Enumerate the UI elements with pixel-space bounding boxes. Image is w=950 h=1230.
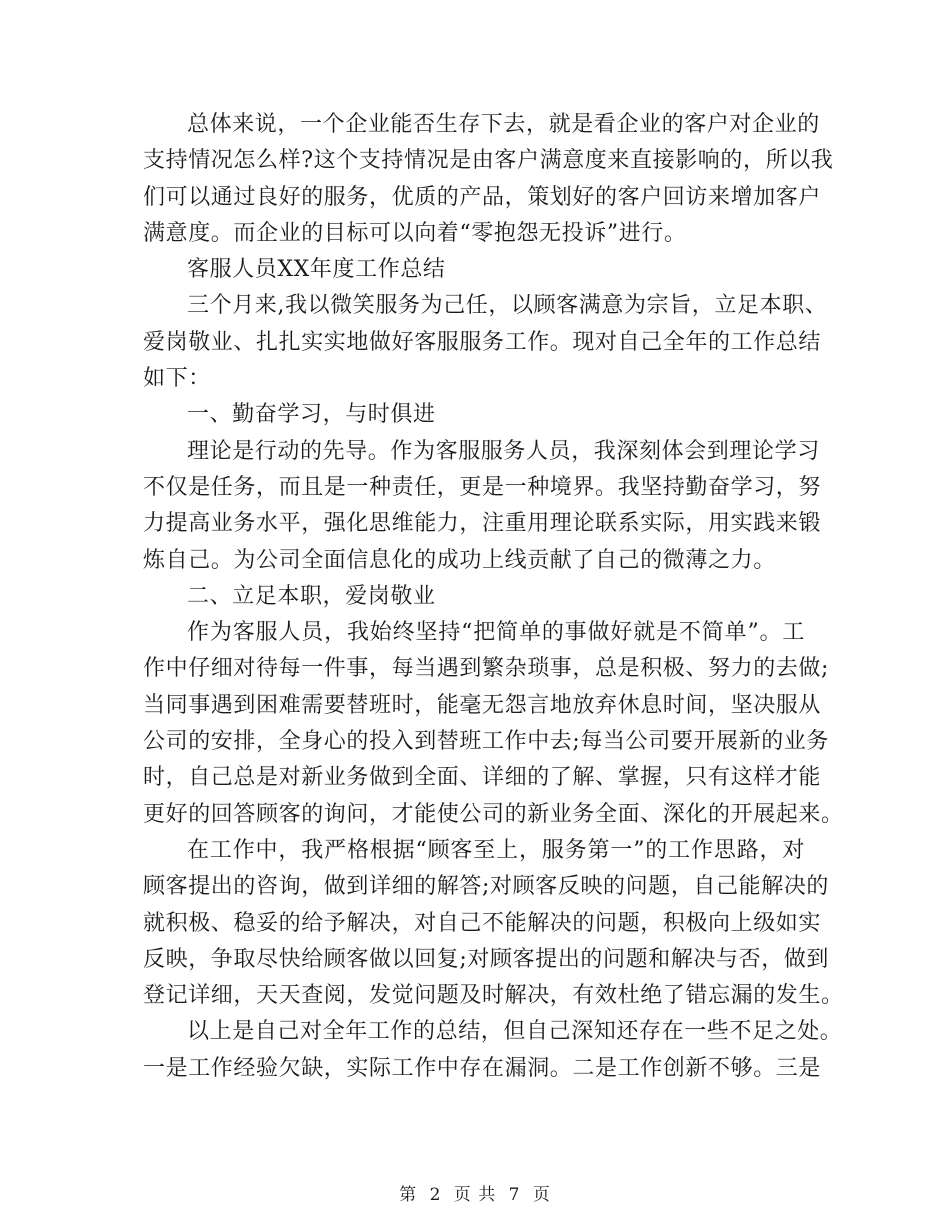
text-line: 作为客服人员，我始终坚持“把简单的事做好就是不简单”。工 [187,620,805,646]
text-line: 理论是行动的先导。作为客服服务人员，我深刻体会到理论学习 [187,438,820,464]
text-line: 一、勤奋学习，与时俱进 [187,402,436,428]
text-line: 支持情况怎么样?这个支持情况是由客户满意度来直接影响的，所以我 [143,148,834,174]
page-footer [0,1180,950,1205]
text-line: 更好的回答顾客的询问，才能使公司的新业务全面、深化的开展起来。 [143,801,844,827]
text-line: 公司的安排，全身心的投入到替班工作中去;每当公司要开展新的业务 [143,729,830,755]
text-line: 顾客提出的咨询，做到详细的解答;对顾客反映的问题，自己能解决的 [143,874,830,900]
text-line: 当同事遇到困难需要替班时，能毫无怨言地放弃休息时间，坚决服从 [143,692,822,718]
text-line: 就积极、稳妥的给予解决，对自己不能解决的问题，积极向上级如实 [143,910,822,936]
text-line: 反映，争取尽快给顾客做以回复;对顾客提出的问题和解决与否，做到 [143,946,830,972]
text-line: 们可以通过良好的服务，优质的产品，策划好的客户回访来增加客户 [143,184,822,210]
text-line: 炼自己。为公司全面信息化的成功上线贡献了自己的微薄之力。 [143,547,776,573]
footer-current-page: 2 [429,1185,442,1205]
text-line: 总体来说，一个企业能否生存下去，就是看企业的客户对企业的 [187,112,820,137]
text-line: 三个月来,我以微笑服务为己任，以顾客满意为宗旨，立足本职、 [187,293,828,319]
text-line: 作中仔细对待每一件事，每当遇到繁杂琐事，总是积极、努力的去做; [143,656,830,682]
text-line: 一是工作经验欠缺，实际工作中存在漏洞。二是工作创新不够。三是 [143,1055,822,1081]
text-line: 登记详细，天天查阅，发觉问题及时解决，有效杜绝了错忘漏的发生。 [143,983,844,1009]
text-line: 不仅是任务，而且是一种责任，更是一种境界。我坚持勤奋学习，努 [143,474,822,500]
footer-prefix: 第 [399,1185,418,1205]
text-line: 以上是自己对全年工作的总结，但自己深知还存在一些不足之处。 [187,1019,843,1045]
text-line: 时，自己总是对新业务做到全面、详细的了解、掌握，只有这样才能 [143,765,822,791]
text-line: 二、立足本职，爱岗敬业 [187,583,436,609]
text-line: 客服人员XX年度工作总结 [187,257,446,283]
text-line: 满意度。而企业的目标可以向着“零抱怨无投诉”进行。 [143,220,687,246]
text-line: 如下： [143,366,211,392]
text-line: 在工作中，我严格根据“顾客至上，服务第一”的工作思路，对 [187,837,805,863]
footer-suffix: 页 [532,1185,551,1205]
document-body [143,107,844,1087]
text-line: 爱岗敬业、扎扎实实地做好客服服务工作。现对自己全年的工作总结 [143,329,822,355]
text-line: 力提高业务水平，强化思维能力，注重用理论联系实际，用实践来锻 [143,511,822,537]
footer-total-pages: 7 [508,1185,521,1205]
footer-middle: 页 共 [453,1185,497,1205]
